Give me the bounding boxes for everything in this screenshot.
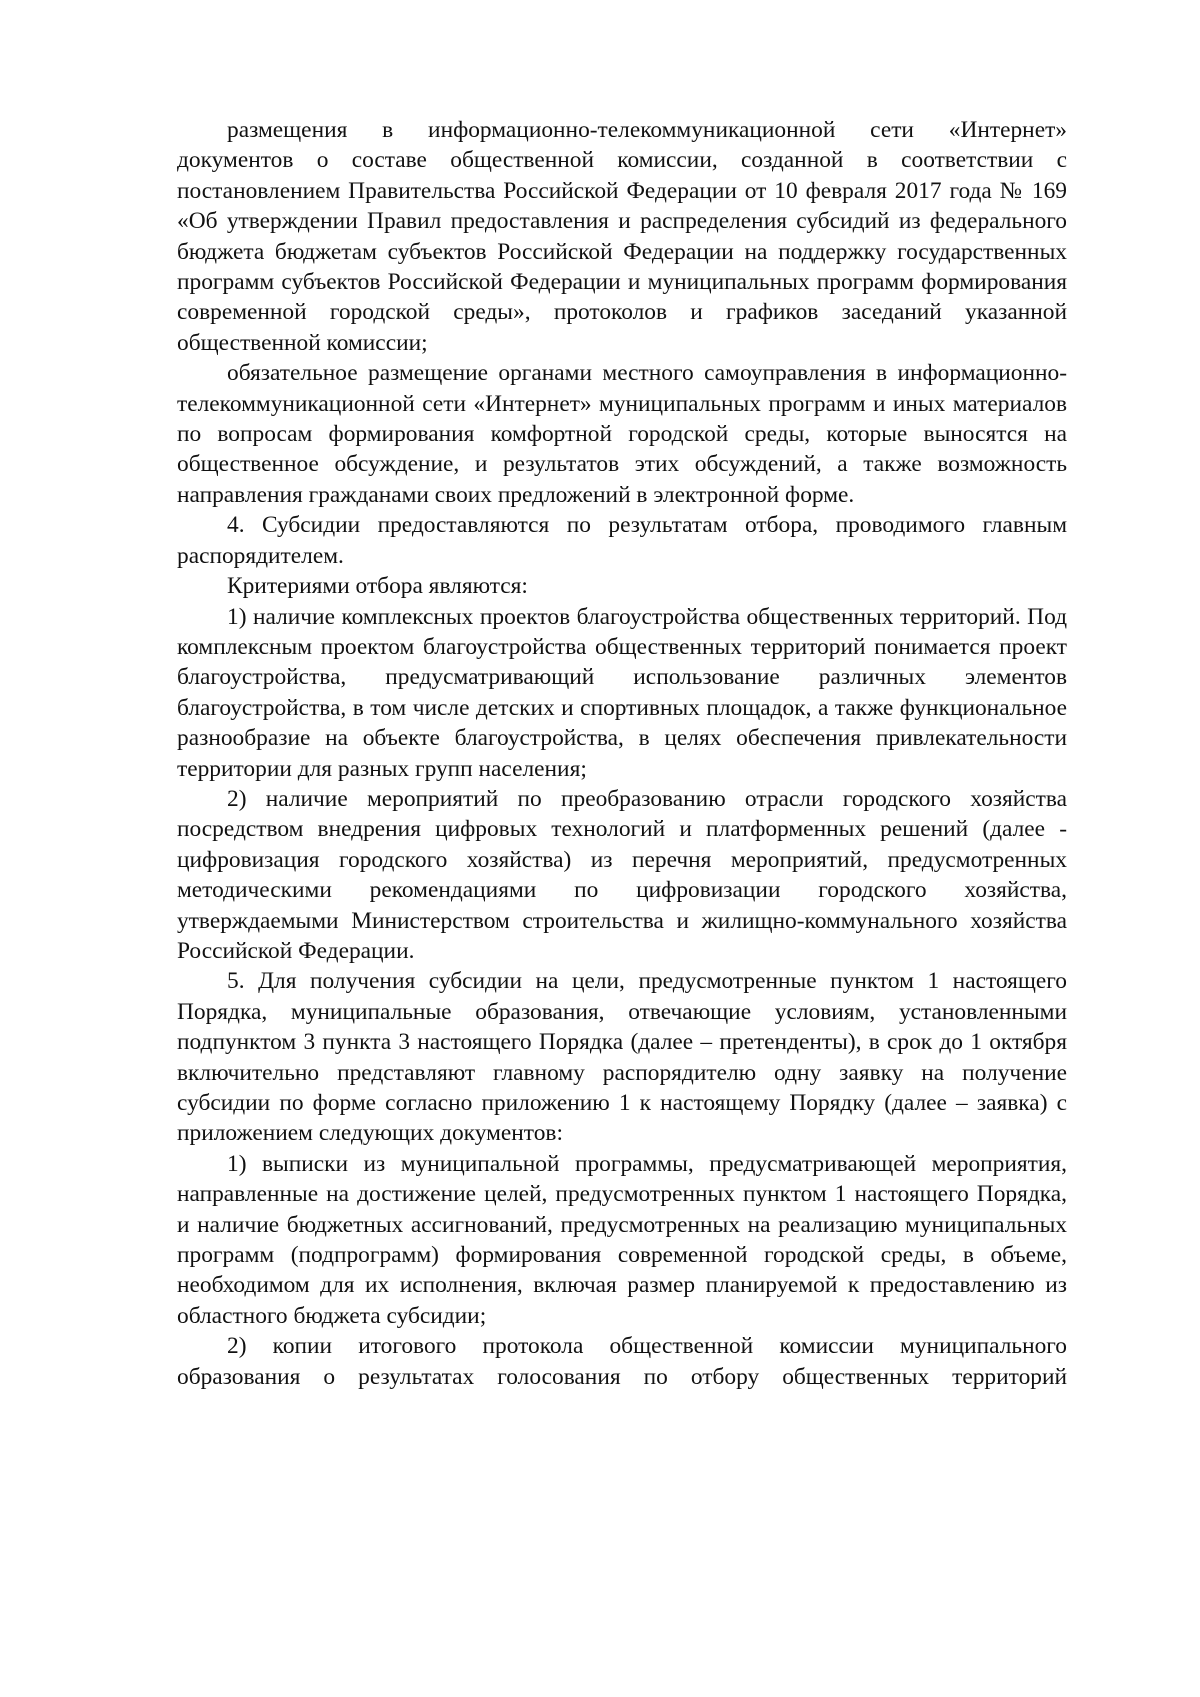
document-body	[177, 115, 1067, 1392]
paragraph-selection-criteria: Критериями отбора являются:	[227, 573, 528, 600]
paragraph-placement-documents: размещения в информационно-телекоммуникационной сети «Интернет» документов о составе общественной комиссии, созданной в соответствии с постановлением Правительства Российской Федерации от 10 февраля 2017 года № 169 «Об утверждении Правил предоставления и распределения субсидий из федерального бюджета бюджетам субъектов Российской Федерации на поддержку государственных программ субъектов Российской Федерации и муниципальных программ формирования современной городской среды», протоколов и графиков заседаний указанной общественной комиссии;	[177, 117, 1067, 356]
paragraph-document-1: 1) выписки из муниципальной программы, предусматривающей мероприятия, направленные на достижение целей, предусмотренных пунктом 1 настоящего Порядка, и наличие бюджетных ассигнований, предусмотренных на реализацию муниципальных программ (подпрограмм) формирования современной городской среды, в объеме, необходимом для их исполнения, включая размер планируемой к предоставлению из областного бюджета субсидии;	[177, 1150, 1067, 1329]
paragraph-item-4: 4. Субсидии предоставляются по результатам отбора, проводимого главным распорядителем.	[177, 512, 1067, 569]
paragraph-document-2: 2) копии итогового протокола общественной комиссии муниципального образования о результатах голосования по отбору общественных территорий	[177, 1333, 1067, 1390]
paragraph-mandatory-placement: обязательное размещение органами местного самоуправления в информационно-телекоммуникационной сети «Интернет» муниципальных программ и иных материалов по вопросам формирования комфортной городской среды, которые выносятся на общественное обсуждение, и результатов этих обсуждений, а также возможность направления гражданами своих предложений в электронной форме.	[177, 360, 1067, 508]
paragraph-criterion-2: 2) наличие мероприятий по преобразованию отрасли городского хозяйства посредством внедрения цифровых технологий и платформенных решений (далее - цифровизация городского хозяйства) из перечня мероприятий, предусмотренных методическими рекомендациями по цифровизации городского хозяйства, утверждаемыми Министерством строительства и жилищно-коммунального хозяйства Российской Федерации.	[177, 785, 1067, 964]
paragraph-item-5: 5. Для получения субсидии на цели, предусмотренные пунктом 1 настоящего Порядка, муниципальные образования, отвечающие условиям, установленными подпунктом 3 пункта 3 настоящего Порядка (далее – претенденты), в срок до 1 октября включительно представляют главному распорядителю одну заявку на получение субсидии по форме согласно приложению 1 к настоящему Порядку (далее – заявка) с приложением следующих документов:	[177, 968, 1067, 1147]
paragraph-criterion-1: 1) наличие комплексных проектов благоустройства общественных территорий. Под комплексным проектом благоустройства общественных территорий понимается проект благоустройства, предусматривающий использование различных элементов благоустройства, в том числе детских и спортивных площадок, а также функциональное разнообразие на объекте благоустройства, в целях обеспечения привлекательности территории для разных групп населения;	[177, 603, 1067, 782]
